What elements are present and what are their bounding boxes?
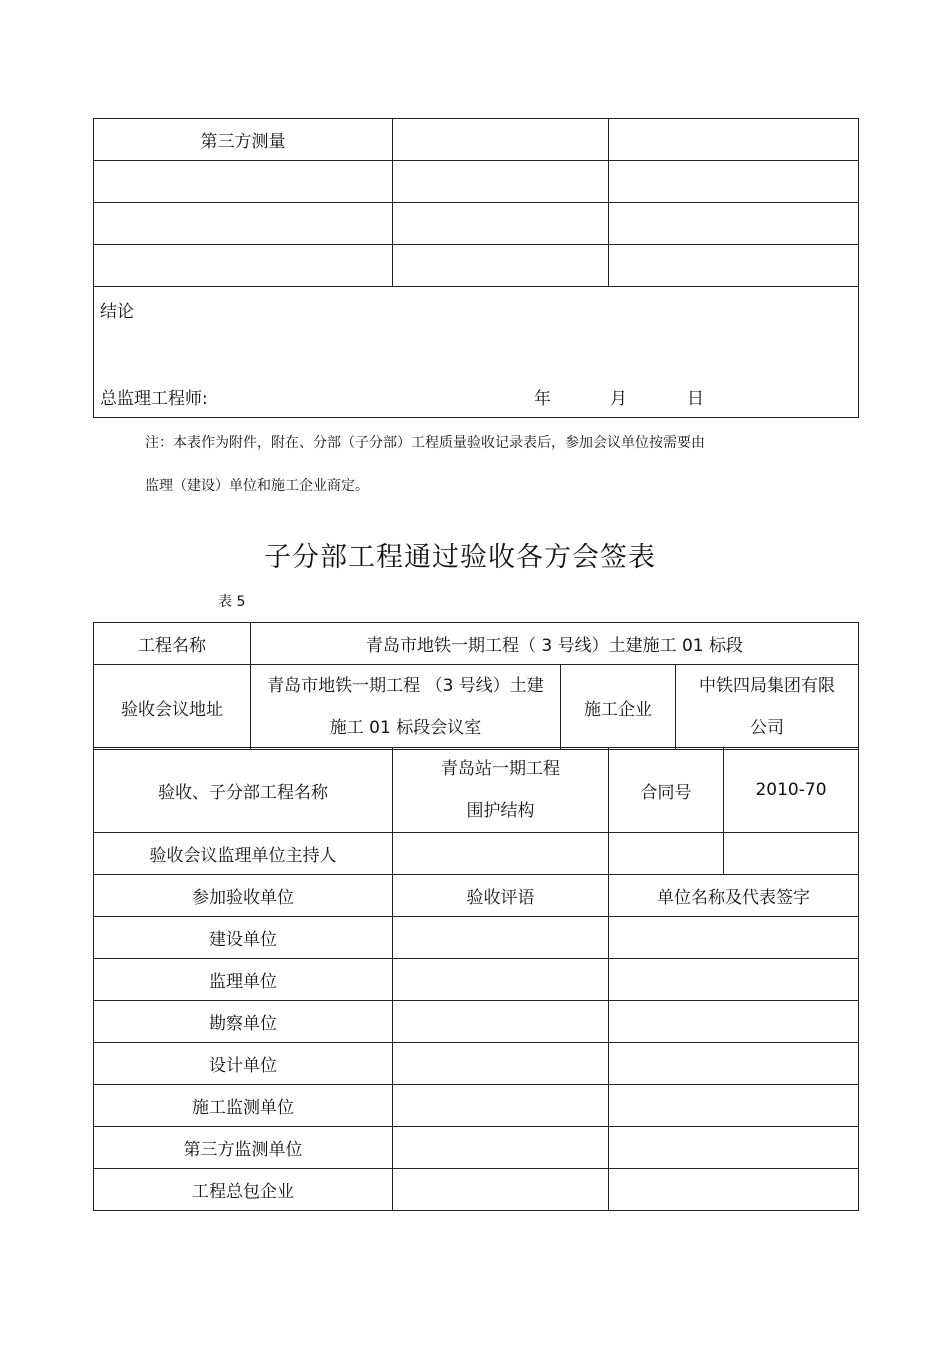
measurement-cell[interactable] bbox=[94, 203, 393, 245]
project-info-table bbox=[93, 622, 859, 750]
comment-cell[interactable] bbox=[393, 1001, 609, 1043]
page-title: 子分部工程通过验收各方会签表 bbox=[264, 542, 656, 573]
contractor-line-1: 中铁四局集团有限 bbox=[699, 676, 835, 696]
day-label: 日 bbox=[687, 389, 704, 409]
note-line-1: 注：本表作为附件，附在、分部（子分部）工程质量验收记录表后，参加会议单位按需要由 bbox=[145, 435, 705, 451]
measurement-cell[interactable] bbox=[609, 203, 859, 245]
host-value-cell[interactable] bbox=[724, 833, 859, 875]
measurement-cell[interactable] bbox=[393, 119, 609, 161]
contractor-line-2: 公司 bbox=[750, 718, 784, 738]
contractor-value bbox=[676, 665, 859, 750]
measurement-cell[interactable] bbox=[94, 161, 393, 203]
signature-cell[interactable] bbox=[609, 917, 859, 959]
table-row bbox=[94, 1043, 859, 1085]
signature-cell[interactable] bbox=[609, 1085, 859, 1127]
signature-cell[interactable] bbox=[609, 1127, 859, 1169]
host-label: 验收会议监理单位主持人 bbox=[94, 833, 393, 875]
signature-cell[interactable] bbox=[609, 1043, 859, 1085]
signature-cell[interactable] bbox=[609, 1001, 859, 1043]
meeting-address-line-1: 青岛市地铁一期工程 （3 号线）土建 bbox=[267, 676, 544, 696]
host-value-cell[interactable] bbox=[609, 833, 724, 875]
unit-label: 建设单位 bbox=[94, 917, 393, 959]
measurement-cell[interactable] bbox=[609, 119, 859, 161]
measurement-cell[interactable] bbox=[609, 245, 859, 287]
project-name-value: 青岛市地铁一期工程（ 3 号线）土建施工 01 标段 bbox=[251, 623, 859, 665]
year-label: 年 bbox=[534, 389, 551, 409]
conclusion-label: 结论 bbox=[100, 302, 134, 322]
measurement-cell[interactable] bbox=[393, 245, 609, 287]
unit-label: 施工监测单位 bbox=[94, 1085, 393, 1127]
month-label: 月 bbox=[610, 389, 627, 409]
meeting-address-line-2: 施工 01 标段会议室 bbox=[329, 718, 482, 738]
measurement-cell[interactable] bbox=[393, 203, 609, 245]
unit-label: 监理单位 bbox=[94, 959, 393, 1001]
comment-cell[interactable] bbox=[393, 1127, 609, 1169]
table-row bbox=[94, 917, 859, 959]
chief-supervisor-signature-label: 总监理工程师: bbox=[100, 389, 208, 409]
table-row bbox=[94, 1127, 859, 1169]
contract-no-value: 2010-70 bbox=[724, 748, 859, 833]
comment-cell[interactable] bbox=[393, 917, 609, 959]
signature-cell[interactable] bbox=[609, 959, 859, 1001]
subproject-label: 验收、子分部工程名称 bbox=[94, 748, 393, 833]
signature-cell[interactable] bbox=[609, 1169, 859, 1211]
subproject-line-1: 青岛站一期工程 bbox=[441, 759, 560, 779]
subproject-value bbox=[393, 748, 609, 833]
unit-label: 设计单位 bbox=[94, 1043, 393, 1085]
measurement-cell[interactable] bbox=[393, 161, 609, 203]
table-row bbox=[94, 959, 859, 1001]
col-header-comments: 验收评语 bbox=[393, 875, 609, 917]
comment-cell[interactable] bbox=[393, 1043, 609, 1085]
third-party-measurement-label: 第三方测量 bbox=[94, 119, 393, 161]
conclusion-cell[interactable] bbox=[94, 287, 859, 418]
col-header-units: 参加验收单位 bbox=[94, 875, 393, 917]
contractor-label: 施工企业 bbox=[561, 665, 676, 750]
meeting-address-label: 验收会议地址 bbox=[94, 665, 251, 750]
acceptance-signoff-table bbox=[93, 747, 859, 1211]
comment-cell[interactable] bbox=[393, 959, 609, 1001]
meeting-address-value bbox=[251, 665, 561, 750]
measurement-cell[interactable] bbox=[94, 245, 393, 287]
third-party-measurement-table bbox=[93, 118, 859, 418]
contract-no-label: 合同号 bbox=[609, 748, 724, 833]
table-row bbox=[94, 1169, 859, 1211]
comment-cell[interactable] bbox=[393, 1085, 609, 1127]
host-value-cell[interactable] bbox=[393, 833, 609, 875]
table-row bbox=[94, 1001, 859, 1043]
table-row bbox=[94, 1085, 859, 1127]
col-header-signature: 单位名称及代表签字 bbox=[609, 875, 859, 917]
subproject-line-2: 围护结构 bbox=[466, 801, 535, 821]
unit-label: 勘察单位 bbox=[94, 1001, 393, 1043]
unit-label: 工程总包企业 bbox=[94, 1169, 393, 1211]
project-name-label: 工程名称 bbox=[94, 623, 251, 665]
note-line-2: 监理（建设）单位和施工企业商定。 bbox=[145, 478, 369, 494]
unit-label: 第三方监测单位 bbox=[94, 1127, 393, 1169]
measurement-cell[interactable] bbox=[609, 161, 859, 203]
table-number: 表 5 bbox=[218, 594, 246, 610]
comment-cell[interactable] bbox=[393, 1169, 609, 1211]
